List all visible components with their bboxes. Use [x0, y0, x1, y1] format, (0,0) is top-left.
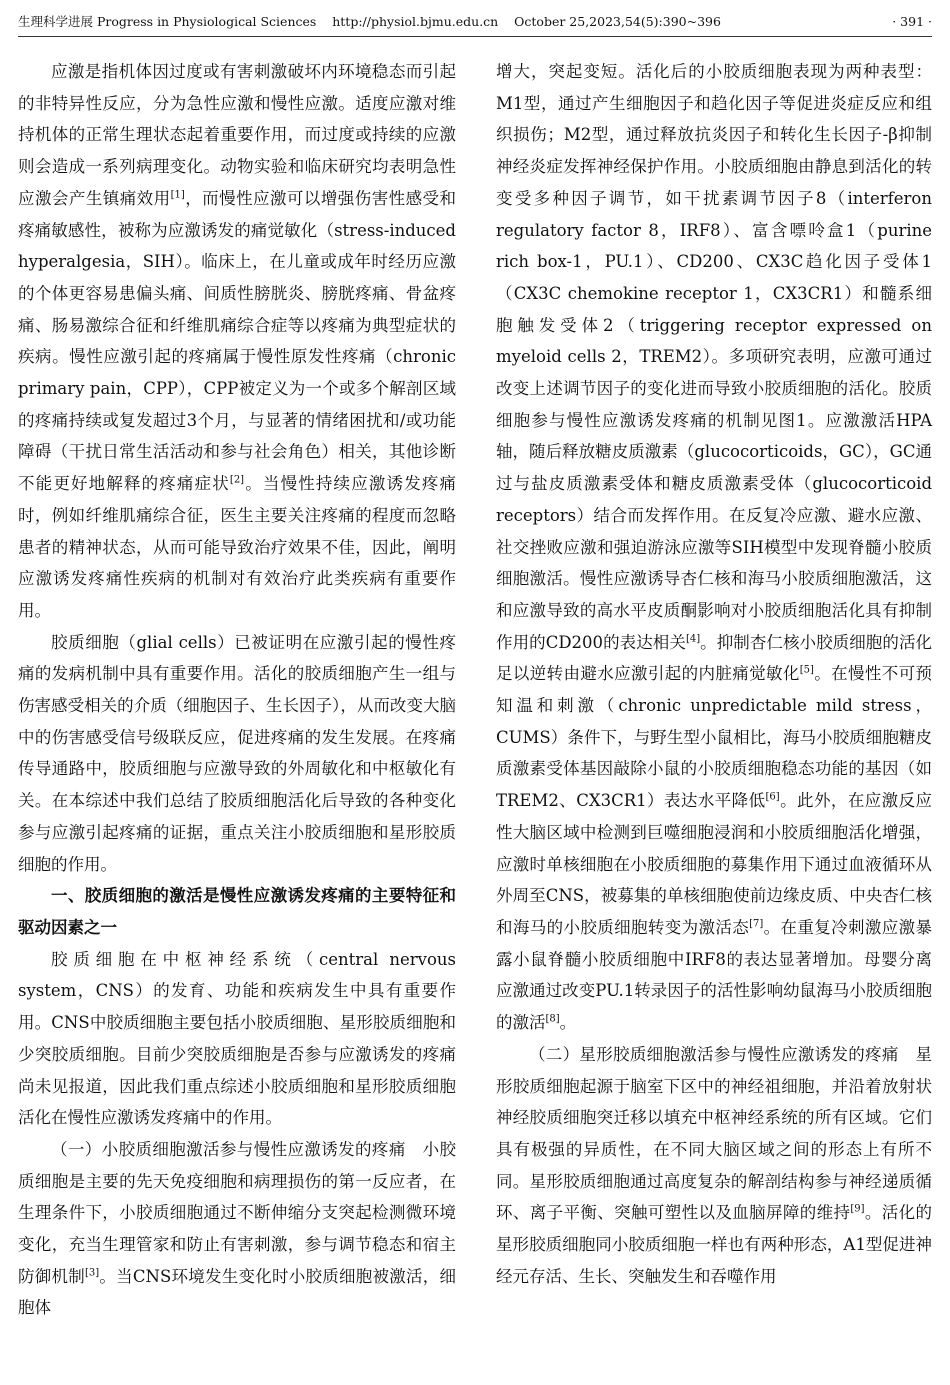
citation-ref[interactable]: [3]	[85, 1267, 100, 1279]
paragraph-astrocyte: （二）星形胶质细胞激活参与慢性应激诱发的疼痛 星形胶质细胞起源于脑室下区中的神经祖细胞，并沿着放射状神经胶质细胞突迁移以填充中枢神经系统的所有区域。它们具有极强的异质性，在不同大脑区域之间的形态上有所不同。星形胶质细胞通过高度复杂的解剖结构参与神经递质循环、离子平衡、突触可塑性以及血脑屏障的维持[9]。活化的星形胶质细胞同小胶质细胞一样也有两种形态，A1型促进神经元存活、生长、突触发生和吞噬作用	[496, 1044, 933, 1286]
citation-ref[interactable]: [6]	[765, 791, 780, 803]
citation-ref[interactable]: [4]	[685, 633, 701, 645]
citation-ref[interactable]: [5]	[799, 664, 814, 676]
right-column	[496, 56, 932, 1292]
journal-url[interactable]: http://physiol.bjmu.edu.cn	[332, 14, 499, 29]
citation-ref[interactable]: [1]	[170, 189, 185, 201]
paragraph-microglia-cont: 增大，突起变短。活化后的小胶质细胞表现为两种表型：M1型，通过产生细胞因子和趋化因子等促进炎症反应和组织损伤；M2型，通过释放抗炎因子和转化生长因子-β抑制神经炎症发挥神经保护作用。小胶质细胞由静息到活化的转变受多种因子调节，如干扰素调节因子8（interferon regulatory factor 8，IRF8）、富含嘌呤盒1（purine rich box-1，PU.1）、CD200、CX3C趋化因子受体1（CX3C chemokine receptor 1，CX3CR1）和髓系细胞触发受体2（triggering receptor expressed on myeloid cells 2，TREM2）。多项研究表明，应激可通过改变上述调节因子的变化进而导致小胶质细胞的活化。胶质细胞参与慢性应激诱发疼痛的机制见图1。应激激活HPA轴，随后释放糖皮质激素（glucocorticoids，GC），GC通过与盐皮质激素受体和糖皮质激素受体（glucocorticoid receptors）结合而发挥作用。在反复冷应激、避水应激、社交挫败应激和强迫游泳应激等SIH模型中发现脊髓小胶质细胞激活。慢性应激诱导杏仁核和海马小胶质细胞激活，这和应激导致的高水平皮质酮影响对小胶质细胞活化具有抑制作用的CD200的表达相关[4]。抑制杏仁核小胶质细胞的活化足以逆转由避水应激引起的内脏痛觉敏化[5]。在慢性不可预知温和刺激（chronic unpredictable mild stress，CUMS）条件下，与野生型小鼠相比，海马小胶质细胞糖皮质激素受体基因敲除小鼠的小胶质细胞稳态功能的基因（如TREM2、CX3CR1）表达水平降低[6]。此外，在应激反应性大脑区域中检测到巨噬细胞浸润和小胶质细胞活化增强，应激时单核细胞在小胶质细胞的募集作用下通过血液循环从外周至CNS，被募集的单核细胞使前边缘皮质、中央杏仁核和海马的小胶质细胞转变为激活态[7]。在重复冷刺激应激暴露小鼠脊髓小胶质细胞中IRF8的表达显著增加。母婴分离应激通过改变PU.1转录因子的活性影响幼鼠海马小胶质细胞的激活[8]。	[496, 62, 933, 1033]
page-number: · 391 ·	[892, 14, 932, 29]
paragraph-cns: 胶质细胞在中枢神经系统（central nervous system，CNS）的发育、功能和疾病发生中具有重要作用。CNS中胶质细胞主要包括小胶质细胞、星形胶质细胞和少突胶质细胞。目前少突胶质细胞是否参与应激诱发的疼痛尚未见报道，因此我们重点综述小胶质细胞和星形胶质细胞活化在慢性应激诱发疼痛中的作用。	[18, 949, 456, 1128]
citation-ref[interactable]: [2]	[229, 474, 245, 486]
journal-title	[18, 8, 721, 36]
journal-name: 生理科学进展 Progress in Physiological Sciences	[18, 14, 317, 29]
issue-info: October 25,2023,54(5):390~396	[514, 14, 721, 29]
citation-ref[interactable]: [8]	[545, 1013, 560, 1025]
running-header	[18, 8, 932, 37]
paragraph-glial: 胶质细胞（glial cells）已被证明在应激引起的慢性疼痛的发病机制中具有重要作用。活化的胶质细胞产生一组与伤害感受相关的介质（细胞因子、生长因子），从而改变大脑中的伤害感受信号级联反应，促进疼痛的发生发展。在疼痛传导通路中，胶质细胞与应激导致的外周敏化和中枢敏化有关。在本综述中我们总结了胶质细胞活化后导致的各种变化参与应激引起疼痛的证据，重点关注小胶质细胞和星形胶质细胞的作用。	[18, 632, 456, 874]
left-column	[18, 56, 456, 1324]
citation-ref[interactable]: [9]	[850, 1203, 865, 1215]
paragraph-microglia: （一）小胶质细胞激活参与慢性应激诱发的疼痛 小胶质细胞是主要的先天免疫细胞和病理损伤的第一反应者，在生理条件下，小胶质细胞通过不断伸缩分支突起检测微环境变化，充当生理管家和防止有害刺激，参与调节稳态和宿主防御机制[3]。当CNS环境发生变化时小胶质细胞被激活，细胞体	[18, 1139, 456, 1318]
section-heading: 一、胶质细胞的激活是慢性应激诱发疼痛的主要特征和驱动因素之一	[18, 886, 456, 937]
paragraph-intro: 应激是指机体因过度或有害刺激破坏内环境稳态而引起的非特异性反应，分为急性应激和慢性应激。适度应激对维持机体的正常生理状态起着重要作用，而过度或持续的应激则会造成一系列病理变化。动物实验和临床研究均表明急性应激会产生镇痛效用[1]，而慢性应激可以增强伤害性感受和疼痛敏感性，被称为应激诱发的痛觉敏化（stress-induced hyperalgesia，SIH）。临床上，在儿童或成年时经历应激的个体更容易患偏头痛、间质性膀胱炎、膀胱疼痛、骨盆疼痛、肠易激综合征和纤维肌痛综合症等以疼痛为典型症状的疾病。慢性应激引起的疼痛属于慢性原发性疼痛（chronic primary pain，CPP），CPP被定义为一个或多个解剖区域的疼痛持续或复发超过3个月，与显著的情绪困扰和/或功能障碍（干扰日常生活活动和参与社会角色）相关，其他诊断不能更好地解释的疼痛症状[2]。当慢性持续应激诱发疼痛时，例如纤维肌痛综合征，医生主要关注疼痛的程度而忽略患者的精神状态，从而可能导致治疗效果不佳，因此，阐明应激诱发疼痛性疾病的机制对有效治疗此类疾病有重要作用。	[18, 62, 457, 620]
citation-ref[interactable]: [7]	[749, 918, 764, 930]
